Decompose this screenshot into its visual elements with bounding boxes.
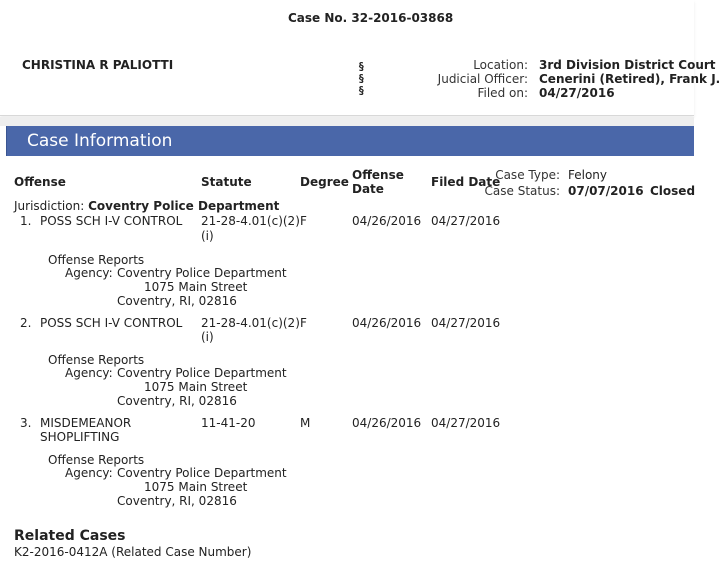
case-type-value: Felony <box>568 168 608 182</box>
jurisdiction-label: Jurisdiction: <box>14 199 85 213</box>
case-status-value: Closed <box>650 184 696 198</box>
header-offense: Offense <box>14 175 66 189</box>
filed-date: 04/27/2016 <box>431 316 501 330</box>
judicial-officer-label: Judicial Officer: <box>437 72 528 86</box>
header-offense-date-2: Date <box>352 182 384 196</box>
section-mark: § <box>358 72 365 85</box>
offense-reports-title: Offense Reports <box>48 253 145 267</box>
agency-label: Agency: <box>65 366 113 380</box>
offense-reports-title: Offense Reports <box>48 453 145 467</box>
offense-reports-title: Offense Reports <box>48 353 145 367</box>
filed-date: 04/27/2016 <box>431 416 501 430</box>
agency-name: Coventry Police Department <box>117 466 287 480</box>
statute: 21-28-4.01(c)(2) <box>201 316 300 330</box>
offense-name: POSS SCH I-V CONTROL <box>40 214 183 228</box>
agency-name: Coventry Police Department <box>117 266 287 280</box>
offense-date: 04/26/2016 <box>352 214 422 228</box>
case-status-date: 07/07/2016 <box>568 184 644 198</box>
offense-date: 04/26/2016 <box>352 416 422 430</box>
offense-date: 04/26/2016 <box>352 316 422 330</box>
section-mark: § <box>358 84 365 97</box>
agency-label: Agency: <box>65 266 113 280</box>
degree: F <box>300 316 307 330</box>
party-name: CHRISTINA R PALIOTTI <box>22 58 174 72</box>
case-number: Case No. 32-2016-03868 <box>288 11 454 25</box>
offense-name: MISDEMEANOR <box>40 416 132 430</box>
header-offense-date: Offense <box>352 168 404 182</box>
agency-address-2: Coventry, RI, 02816 <box>117 494 237 508</box>
agency-label: Agency: <box>65 466 113 480</box>
statute-cont: (i) <box>201 229 214 243</box>
offense-name: POSS SCH I-V CONTROL <box>40 316 183 330</box>
section-banner <box>6 126 694 156</box>
jurisdiction-value: Coventry Police Department <box>88 199 280 213</box>
agency-address-1: 1075 Main Street <box>144 380 248 394</box>
jurisdiction <box>14 199 279 213</box>
section-title: Case Information <box>27 131 173 151</box>
agency-address-1: 1075 Main Street <box>144 480 248 494</box>
case-status-label: Case Status: <box>484 184 560 198</box>
header-degree: Degree <box>300 175 349 189</box>
location-value: 3rd Division District Court <box>539 58 716 72</box>
filed-on-value: 04/27/2016 <box>539 86 615 100</box>
filed-on-label: Filed on: <box>477 86 528 100</box>
related-cases-title: Related Cases <box>14 528 126 544</box>
statute: 21-28-4.01(c)(2) <box>201 214 300 228</box>
offense-name-cont: SHOPLIFTING <box>40 430 120 444</box>
statute-cont: (i) <box>201 330 214 344</box>
degree: M <box>300 416 311 430</box>
agency-address-1: 1075 Main Street <box>144 280 248 294</box>
filed-date: 04/27/2016 <box>431 214 501 228</box>
row-number: 1. <box>20 214 32 228</box>
divider <box>0 117 694 126</box>
header-statute: Statute <box>201 175 252 189</box>
header-filed-date: Filed Date <box>431 175 501 189</box>
agency-name: Coventry Police Department <box>117 366 287 380</box>
case-type-label: Case Type: <box>495 168 560 182</box>
agency-address-2: Coventry, RI, 02816 <box>117 294 237 308</box>
statute: 11-41-20 <box>201 416 256 430</box>
row-number: 3. <box>20 416 32 430</box>
section-mark: § <box>358 60 365 73</box>
degree: F <box>300 214 307 228</box>
related-case-item: K2-2016-0412A (Related Case Number) <box>14 545 252 559</box>
judicial-officer-value: Cenerini (Retired), Frank J. <box>539 72 720 86</box>
location-label: Location: <box>473 58 528 72</box>
agency-address-2: Coventry, RI, 02816 <box>117 394 237 408</box>
row-number: 2. <box>20 316 32 330</box>
